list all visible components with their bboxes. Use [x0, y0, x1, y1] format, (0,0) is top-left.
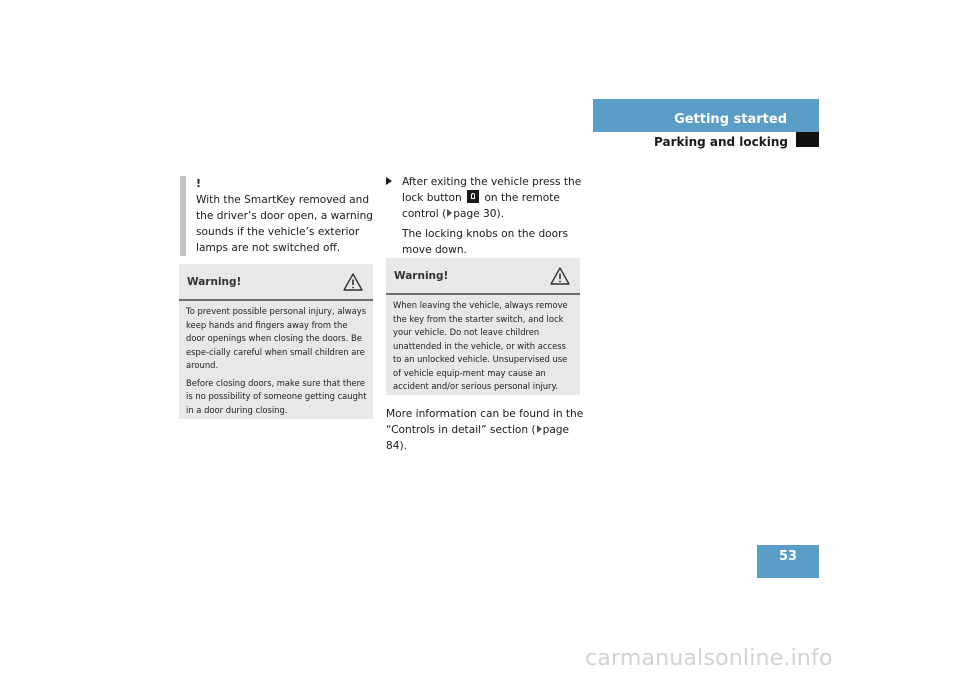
warning-paragraph: To prevent possible personal injury, always keep hands and fingers away from the door openings when closing the doors. Be espe-cially careful when small children are around. [186, 306, 367, 370]
more-info-page-ref: page 84 [386, 424, 570, 452]
page-number: 53 [757, 545, 819, 578]
step-text-after: on the remote control ( [402, 192, 560, 220]
note-block [180, 176, 374, 256]
header-marker [796, 132, 819, 147]
section-title: Getting started [674, 112, 787, 127]
warning-paragraph: Before closing doors, make sure that there is no possibility of someone getting caught in a door during closing. [186, 377, 367, 415]
step-result: The locking knobs on the doors move down. [402, 228, 569, 256]
page-ref-arrow-icon [447, 209, 452, 217]
more-info-end: ). [399, 440, 407, 452]
note-text: With the SmartKey removed and the driver’s door open, a warning sounds if the vehicle’s exterior lamps are not switched off. [196, 194, 374, 254]
warning-header [179, 264, 373, 301]
step-text-end: ). [496, 208, 505, 220]
warning-box-leaving [386, 258, 580, 395]
instruction-step [386, 174, 586, 258]
warning-body [386, 295, 580, 394]
step-text-before: After exiting the vehicle press the lock button [402, 176, 582, 204]
more-info [386, 406, 591, 454]
warning-body [179, 301, 373, 417]
warning-triangle-icon [550, 266, 570, 286]
warning-title: Warning! [187, 276, 242, 288]
step-page-ref: page 30 [453, 208, 497, 220]
section-header [593, 99, 819, 132]
note-mark: ! [196, 177, 202, 190]
warning-paragraph: When leaving the vehicle, always remove the key from the starter switch, and lock your vehicle. Do not leave children unattended in the vehicle, or with access to an unlocked vehicle. Unsupervised use of vehicle equip-ment may cause an accident and/or serious personal injury. [393, 300, 568, 391]
step-text [386, 174, 586, 222]
watermark: carmanualsonline.info [585, 646, 833, 671]
lock-button-icon [467, 190, 479, 203]
page-ref-arrow-icon [537, 425, 542, 433]
subsection-title: Parking and locking [654, 135, 788, 149]
warning-box-doors [179, 264, 373, 419]
step-arrow-icon [386, 177, 392, 185]
more-info-text: More information can be found in the “Controls in detail” section ( [386, 408, 584, 436]
warning-triangle-icon [343, 272, 363, 292]
warning-header [386, 258, 580, 295]
warning-title: Warning! [394, 270, 449, 282]
